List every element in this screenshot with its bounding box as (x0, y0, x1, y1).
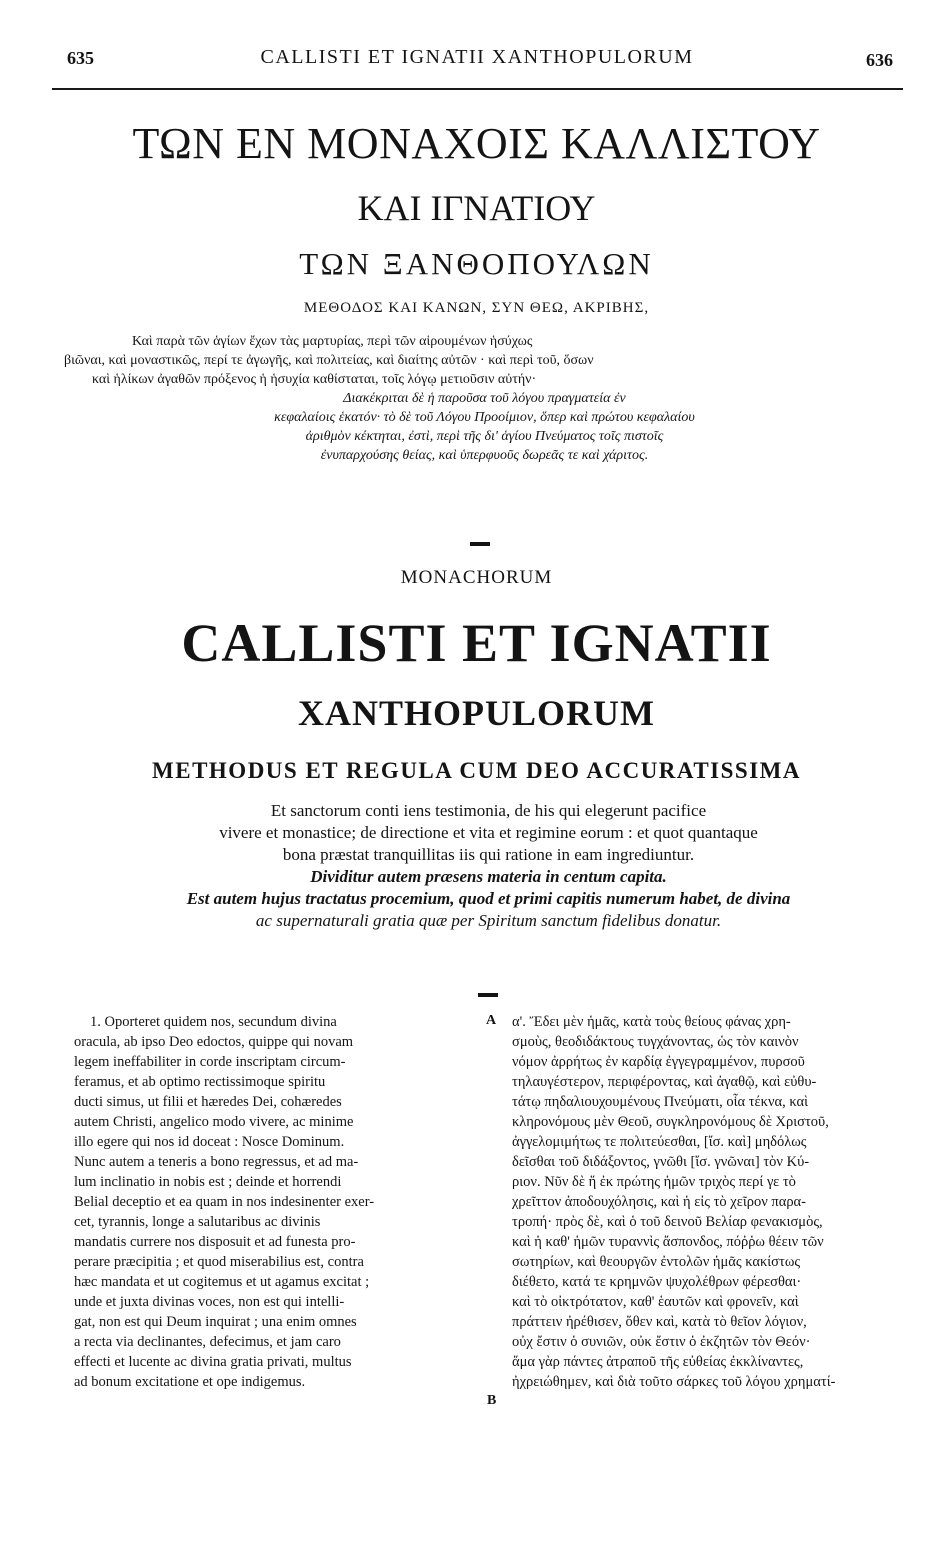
latin-column-line: effecti et lucente ac divina gratia privati, multus (74, 1354, 352, 1370)
greek-column-line: σωτηρίων, καὶ θεουργῶν ἐντολῶν ἡμᾶς κακίστως (512, 1254, 801, 1270)
greek-column-line: χρεῖττον ἀποδουχόλησις, καὶ ἡ εἰς τὸ χεῖρον παρα- (512, 1194, 806, 1210)
greek-column-line: καὶ ἡ καθ' ἡμῶν τυραννὶς ἄσπονδος, πόῤῥω θέειν τῶν (512, 1234, 824, 1250)
page-number-right: 636 (866, 50, 893, 70)
greek-column-line: κληρονόμους μὲν Θεοῦ, συγκληρονόμους δὲ Χριστοῦ, (512, 1114, 829, 1130)
latin-column-line: unde et juxta divinas voces, non est qui intelli- (74, 1294, 345, 1310)
latin-column-line: Nunc autem a teneris a bono regressus, et ad ma- (74, 1154, 359, 1170)
latin-column-line: hæc mandata et ut cogitemus et ut agamus excitat ; (74, 1274, 370, 1290)
running-head-title: CALLISTI ET IGNATII XANTHOPULORUM (260, 46, 694, 68)
greek-column-line: διέθετο, κατά τε κρημνῶν ψυχολέθρων φέρεσθαι· (512, 1274, 802, 1290)
greek-column-line: τροπή· πρὸς δὲ, καὶ ὁ τοῦ δεινοῦ Βελίαρ φενακισμὸς, (512, 1214, 823, 1230)
greek-column-line: οὐχ ἔστιν ὁ συνιῶν, οὐκ ἔστιν ὁ ἐκζητῶν τὸν Θεόν· (512, 1334, 811, 1350)
greek-column-line: πράττειν ἠρέθισεν, ὅθεν καὶ, κατὰ τὸ θεῖον λόγιον, (512, 1314, 807, 1330)
greek-intro (64, 332, 877, 465)
greek-column-line: ριον. Νῦν δὲ ἥ ἐκ πρώτης ἡμῶν τριχὸς περί γε τὸ (512, 1174, 796, 1190)
greek-intro-line: Διακέκριται δὲ ἡ παροῦσα τοῦ λόγου πραγματεία ἐν (343, 391, 626, 406)
greek-title-line-2: ΚΑΙ ΙΓΝΑΤΙΟΥ (357, 188, 596, 228)
separator-dash (470, 542, 490, 546)
greek-title-line-3: ΤΩΝ ΞΑΝΘΟΠΟΥΛΩΝ (299, 246, 654, 281)
latin-column-line: Belial deceptio et ea quam in nos indesinenter exer- (74, 1194, 375, 1210)
greek-column-line: σμοὺς, θεοδιδάκτους τυγχάνοντας, ὡς τὸν καινὸν (512, 1034, 799, 1050)
margin-marker-a: A (486, 1013, 497, 1028)
greek-column-line: τηλαυγέστερον, περιφέροντας, καὶ ἀγαθῷ, καὶ εὐθυ- (512, 1074, 817, 1090)
latin-column-line: 1. Oporteret quidem nos, secundum divina (90, 1014, 337, 1030)
latin-intro-line: vivere et monastice; de directione et vita et regimine eorum : et quot quantaque (219, 823, 758, 842)
greek-intro-line: καὶ ἡλίκων ἀγαθῶν πρόξενος ἡ ἡσυχία καθίσταται, τοῖς λόγῳ μετιοῦσιν αὐτήν· (92, 372, 537, 387)
greek-column (512, 1012, 912, 1392)
latin-column-line: autem Christi, angelico modo vivere, ac minime (74, 1114, 354, 1130)
latin-column-line: cet, tyrannis, longe a salutaribus ac divinis (74, 1214, 321, 1230)
latin-column (74, 1012, 476, 1392)
greek-intro-line: βιῶναι, καὶ μοναστικῶς, περί τε ἀγωγῆς, καὶ πολιτείας, καὶ διαίτης αὐτῶν · καὶ περὶ τοῦ, ὅσων (64, 353, 594, 368)
latin-intro-line: Dividitur autem præsens materia in centum capita. (310, 867, 667, 886)
separator-dash (478, 993, 498, 997)
greek-column-line: ἅμα γὰρ πάντες ἀτραποῦ τῆς εὐθείας ἐκκλίναντες, (512, 1354, 804, 1370)
greek-column-line: ἀγγελομιμήτως τε πολιτεύεσθαι, [ἴσ. καὶ] μηδόλως (512, 1134, 807, 1150)
greek-column-line: τάτῳ πηδαλιουχουμένους Πνεύματι, οἷα τέκνα, καὶ (512, 1094, 809, 1110)
latin-intro-line: bona præstat tranquillitas iis qui ratione in eam ingrediuntur. (282, 845, 695, 864)
latin-intro-line: ac supernaturali gratia quæ per Spiritum sanctum fidelibus donatur. (255, 911, 722, 930)
latin-column-line: a recta via declinantes, defecimus, et jam caro (74, 1334, 341, 1350)
greek-column-line: νόμον ἀρρήτως ἐν καρδίᾳ ἐγγεγραμμένον, πυρσοῦ (512, 1054, 805, 1070)
latin-column-line: legem ineffabiliter in corde inscriptam circum- (74, 1054, 346, 1070)
greek-column-line: α'. Ἔδει μὲν ἡμᾶς, κατὰ τοὺς θείους φάνας χρη- (512, 1014, 791, 1030)
latin-intro (100, 800, 877, 932)
greek-column-line: δεῖσθαι τοῦ διδάξοντος, γνῶθι [ἴσ. γνῶναι] τὸν Κύ- (512, 1154, 810, 1170)
greek-intro-line: ἐνυπαρχούσης θείας, καὶ ὑπερφυοῦς δωρεᾶς τε καὶ χάριτος. (320, 448, 649, 463)
greek-intro-line: κεφαλαίοις ἑκατόν· τὸ δὲ τοῦ Λόγου Προοίμιον, ὅπερ καὶ πρώτου κεφαλαίου (274, 410, 695, 425)
latin-column-line: feramus, et ab optimo rectissimoque spiritu (74, 1074, 326, 1090)
greek-column-line: καὶ τὸ οἰκτρότατον, καθ' ἑαυτῶν καὶ φρονεῖν, καὶ (512, 1294, 799, 1310)
latin-monachorum: MONACHORUM (400, 567, 553, 588)
latin-column-line: mandatis currere nos disposuit et ad funesta pro- (74, 1234, 356, 1250)
latin-title-line-1: CALLISTI ET IGNATII (181, 613, 772, 673)
latin-column-line: ducti simus, ut filii et hæredes Dei, cohæredes (74, 1094, 342, 1110)
latin-intro-line: Est autem hujus tractatus procemium, quod et primi capitis numerum habet, de divina (186, 889, 791, 908)
greek-title-line-1: ΤΩΝ ΕΝ ΜΟΝΑΧΟΙΣ ΚΑΛΛΙΣΤΟΥ (132, 119, 821, 168)
header-rule (52, 88, 903, 90)
greek-intro-line: Καὶ παρὰ τῶν ἁγίων ἔχων τὰς μαρτυρίας, περὶ τῶν αἱρουμένων ἡσύχως (132, 334, 533, 349)
latin-column-line: illo egere qui nos id doceat : Nosce Dominum. (74, 1134, 345, 1150)
greek-column-line: ἠχρειώθημεν, καὶ διὰ τοῦτο σάρκες τοῦ λόγου χρηματί- (512, 1374, 836, 1390)
latin-title-line-3: METHODUS ET REGULA CUM DEO ACCURATISSIMA (152, 758, 801, 783)
greek-subtitle: ΜΕΘΟΔΟΣ ΚΑΙ ΚΑΝΩΝ, ΣΥΝ ΘΕΩ, ΑΚΡΙΒΗΣ, (303, 300, 650, 316)
latin-title-line-2: XANTHOPULORUM (298, 693, 655, 733)
latin-intro-line: Et sanctorum conti iens testimonia, de his qui elegerunt pacifice (270, 801, 707, 820)
latin-column-line: ad bonum excitatione et ope indigemus. (74, 1374, 306, 1390)
latin-column-line: lum inclinatio in nobis est ; deinde et horrendi (74, 1174, 342, 1190)
latin-column-line: gat, non est qui Deum inquirat ; una enim omnes (74, 1314, 357, 1330)
page-number-left: 635 (67, 48, 94, 68)
running-head (55, 42, 899, 76)
latin-column-line: oracula, ab ipso Deo edoctos, quippe qui novam (74, 1034, 354, 1050)
latin-column-line: perare præcipitia ; et quod miserabilius est, contra (74, 1254, 364, 1270)
margin-marker-b: B (487, 1393, 497, 1408)
greek-intro-line: ἀριθμὸν κέκτηται, ἐστὶ, περὶ τῆς δι' ἁγίου Πνεύματος τοῖς πιστοῖς (305, 429, 664, 444)
